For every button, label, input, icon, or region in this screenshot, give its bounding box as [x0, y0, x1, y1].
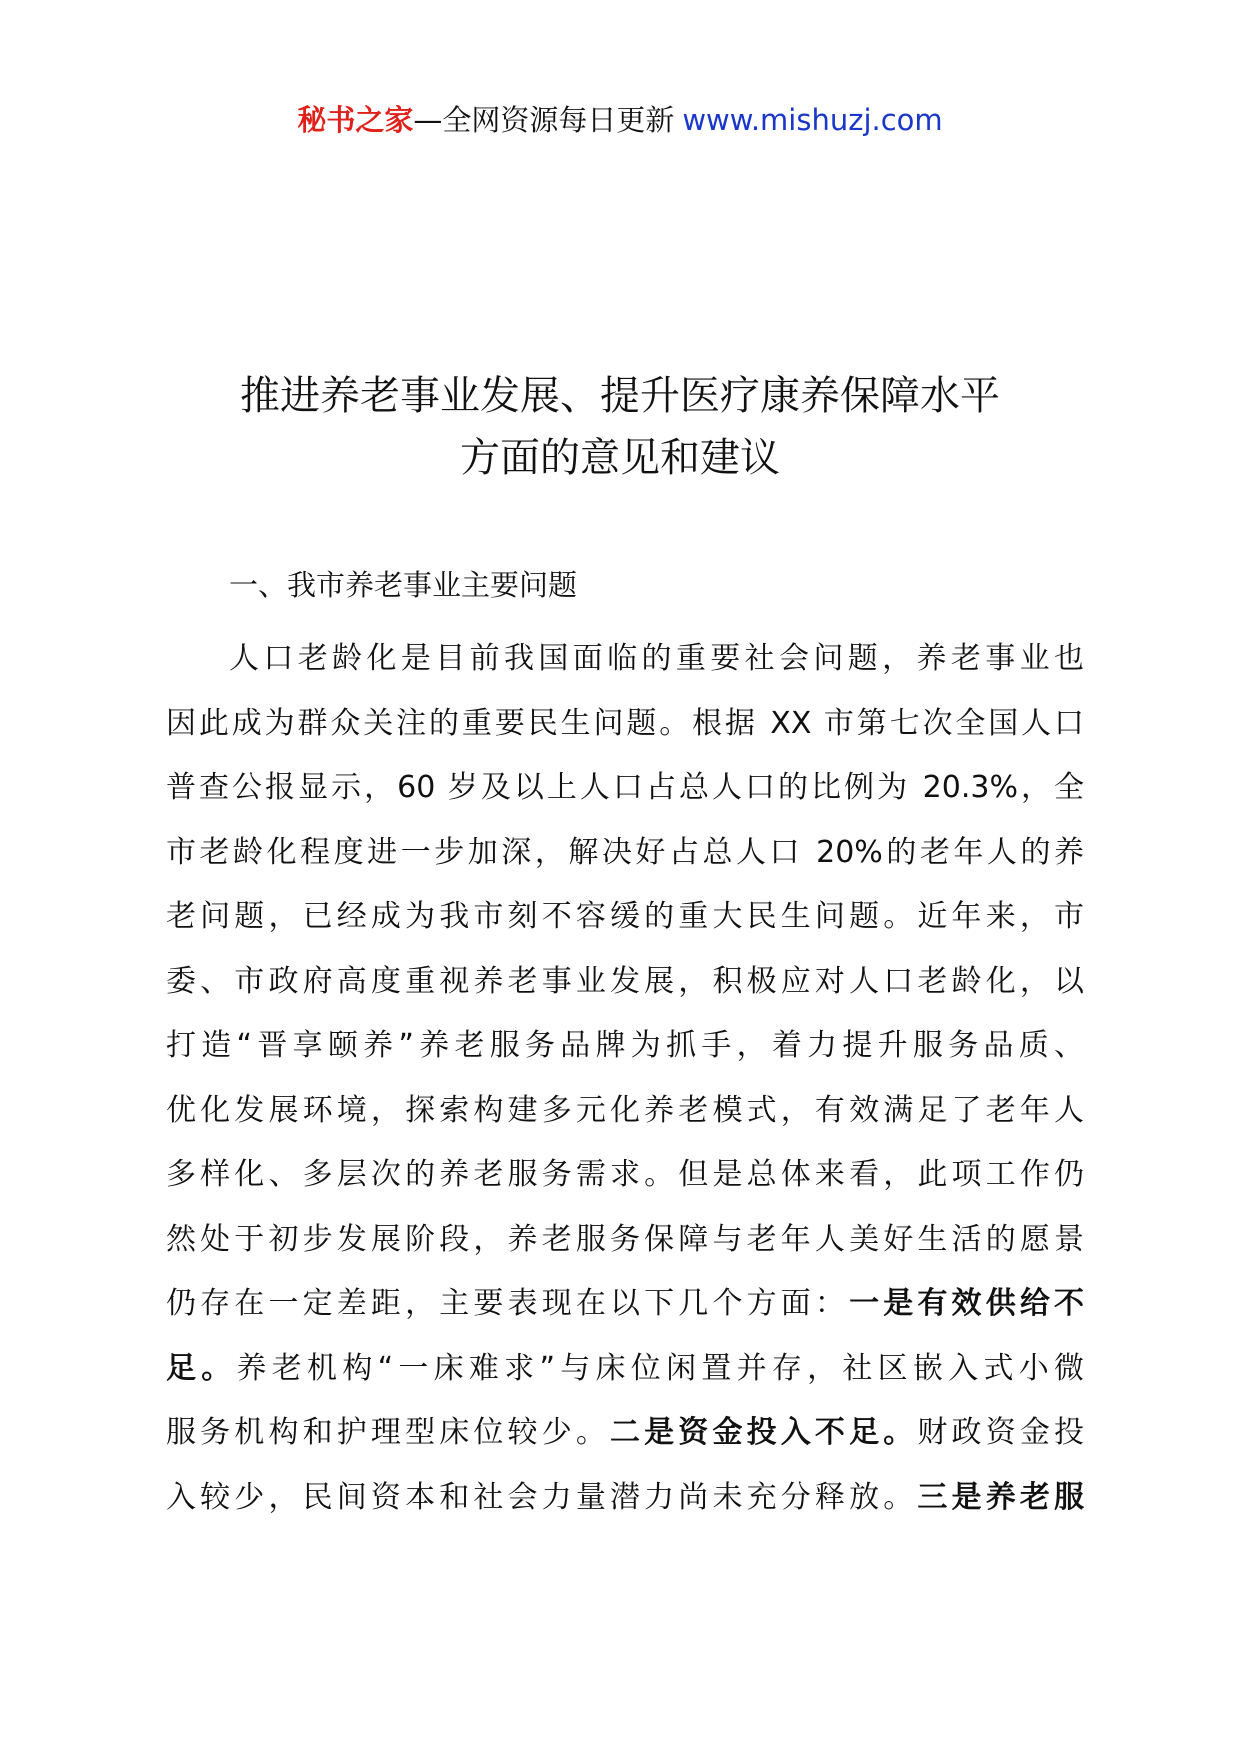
- text-segment: 多样化、多层次的养老服务需求。但是总体来看，此项工作仍: [166, 1157, 1084, 1192]
- paragraph-line: [166, 756, 1084, 821]
- text-segment: 打造“晋享颐养”养老服务品牌为抓手，着力提升服务品质、: [166, 1028, 1084, 1063]
- text-segment: 优化发展环境，探索构建多元化养老模式，有效满足了老年人: [166, 1092, 1084, 1128]
- paragraph-line: [166, 1079, 1084, 1144]
- text-segment: 服务机构和护理型床位较少。: [166, 1415, 610, 1450]
- site-brand: 秘书之家: [297, 103, 414, 137]
- bold-point-label: 足。: [166, 1350, 237, 1386]
- bold-point-label: 二是资金投入不足。: [610, 1415, 918, 1450]
- text-segment: 市老龄化程度进一步加深，解决好占总人口 20%的老年人的养: [166, 834, 1084, 870]
- paragraph-line: [166, 1466, 1084, 1531]
- site-slogan: —全网资源每日更新: [413, 103, 675, 137]
- text-segment: 财政资金投: [917, 1415, 1085, 1450]
- paragraph-line: [166, 950, 1084, 1015]
- text-segment: 养老机构“一床难求”与床位闲置并存，社区嵌入式小微: [236, 1350, 1084, 1386]
- site-url-link[interactable]: www.mishuzj.com: [682, 103, 943, 137]
- bold-point-label: 三是养老服: [917, 1479, 1085, 1515]
- paragraph-line: [166, 627, 1084, 692]
- text-segment: 老问题，已经成为我市刻不容缓的重大民生问题。近年来，市: [166, 899, 1084, 934]
- paragraph-line: [166, 1208, 1084, 1273]
- body-paragraph: [166, 627, 1084, 1530]
- text-segment: 因此成为群众关注的重要民生问题。根据 XX 市第七次全国人口: [166, 705, 1084, 741]
- paragraph-line: [166, 821, 1084, 886]
- paragraph-line: [166, 1272, 1084, 1337]
- text-segment: 普查公报显示，60 岁及以上人口占总人口的比例为 20.3%，全: [166, 770, 1084, 805]
- section-heading: 一、我市养老事业主要问题: [229, 568, 578, 602]
- paragraph-line: [166, 1143, 1084, 1208]
- site-header: [0, 100, 1240, 140]
- paragraph-line: [166, 885, 1084, 950]
- text-segment: 然处于初步发展阶段，养老服务保障与老年人美好生活的愿景: [166, 1221, 1084, 1257]
- document-title-line-2: 方面的意见和建议: [460, 435, 780, 481]
- text-segment: 仍存在一定差距，主要表现在以下几个方面：: [166, 1286, 850, 1321]
- text-segment: 委、市政府高度重视养老事业发展，积极应对人口老龄化，以: [166, 963, 1084, 999]
- paragraph-line: [166, 692, 1084, 757]
- document-title-line-1: 推进养老事业发展、提升医疗康养保障水平: [240, 373, 1000, 419]
- document-title: [0, 365, 1240, 489]
- bold-point-label: 一是有效供给不: [849, 1286, 1085, 1321]
- paragraph-line: [166, 1337, 1084, 1402]
- paragraph-line: [166, 1014, 1084, 1079]
- text-segment: 人口老龄化是目前我国面临的重要社会问题，养老事业也: [229, 641, 1084, 676]
- paragraph-line: [166, 1401, 1084, 1466]
- text-segment: 入较少，民间资本和社会力量潜力尚未充分释放。: [166, 1479, 918, 1515]
